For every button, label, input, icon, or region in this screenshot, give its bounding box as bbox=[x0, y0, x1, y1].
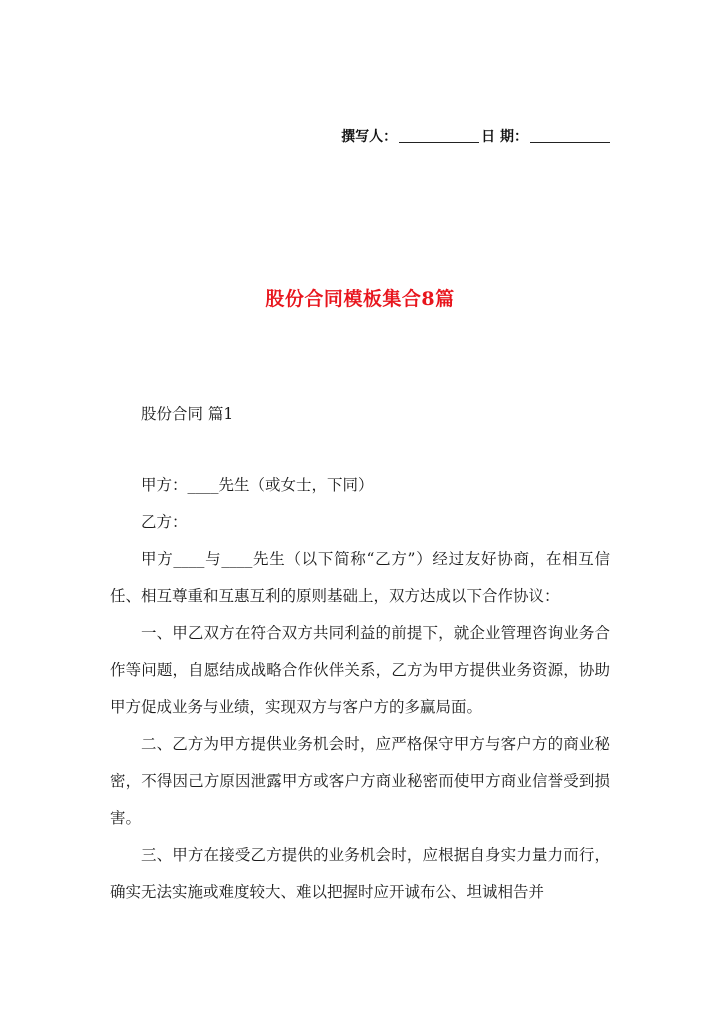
date-label: 日 期： bbox=[481, 129, 528, 145]
author-date-line bbox=[341, 126, 612, 146]
preamble-paragraph: 甲方____与____先生（以下简称“乙方”）经过友好协商，在相互信任、相互尊重和互惠互利的原则基础上，双方达成以下合作协议： bbox=[110, 550, 610, 605]
contract-body bbox=[110, 467, 610, 911]
document-title: 股份合同模板集合8篇 bbox=[265, 288, 455, 310]
author-blank bbox=[399, 142, 479, 143]
clause-3-paragraph: 三、甲方在接受乙方提供的业务机会时，应根据自身实力量力而行，确实无法实施或难度较大、难以把握时应开诚布公、坦诚相告并 bbox=[110, 846, 610, 901]
section-heading-text: 股份合同 篇1 bbox=[141, 405, 234, 423]
date-blank bbox=[530, 142, 610, 143]
author-label: 撰写人： bbox=[341, 129, 398, 145]
section-heading bbox=[110, 396, 610, 433]
party-b-line: 乙方： bbox=[141, 513, 188, 531]
clause-2-paragraph: 二、乙方为甲方提供业务机会时，应严格保守甲方与客户方的商业秘密，不得因己方原因泄露甲方或客户方商业秘密而使甲方商业信誉受到损害。 bbox=[110, 735, 610, 827]
party-a-line: 甲方：____先生（或女士，下同） bbox=[141, 476, 374, 494]
clause-1-paragraph: 一、甲乙双方在符合双方共同利益的前提下，就企业管理咨询业务合作等问题，自愿结成战略合作伙伴关系，乙方为甲方提供业务资源，协助甲方促成业务与业绩，实现双方与客户方的多赢局面。 bbox=[110, 624, 610, 716]
